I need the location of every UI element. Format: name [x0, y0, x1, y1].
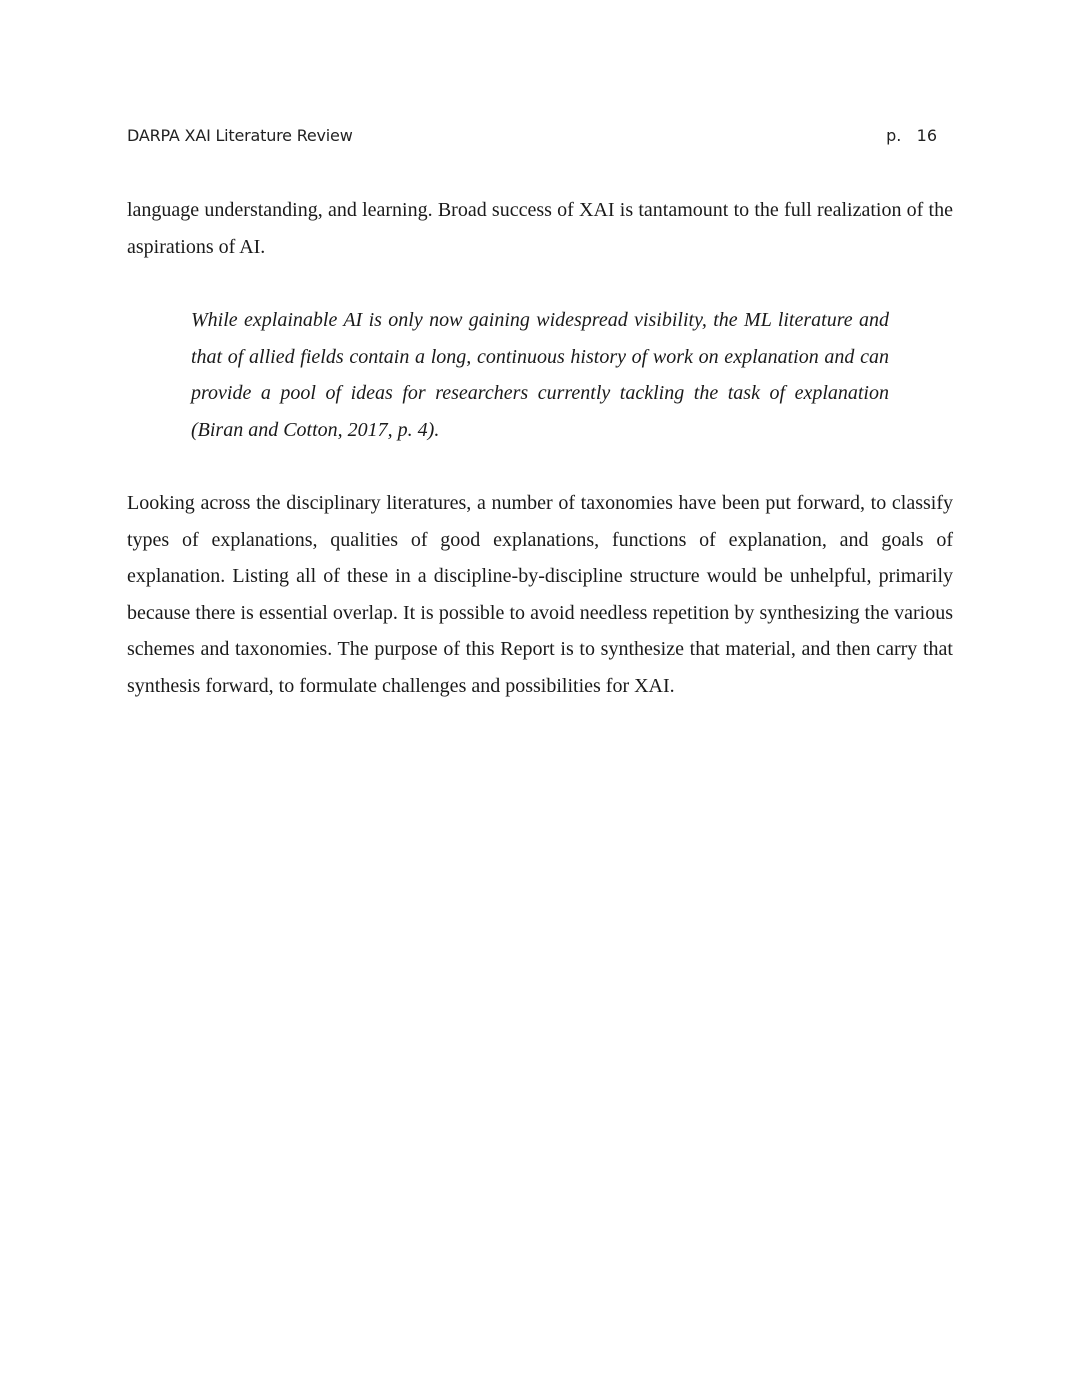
- intro-paragraph: language understanding, and learning. Broad success of XAI is tantamount to the full realization of the aspirations of AI.: [127, 199, 953, 258]
- block-quote: While explainable AI is only now gaining widespread visibility, the ML literature and that of allied fields contain a long, continuous history of work on explanation and can provide a pool of ideas for researchers currently tackling the task of explanation (Biran and Cotton, 2017, p. 4).: [191, 309, 889, 441]
- header-title: DARPA XAI Literature Review: [127, 126, 353, 145]
- main-paragraph: Looking across the disciplinary literatures, a number of taxonomies have been put forward, to classify types of explanations, qualities of good explanations, functions of explanation, and goals of explanation. Listing all of these in a discipline-by-discipline structure would be unhelpful, primarily because there is essential overlap. It is possible to avoid needless repetition by synthesizing the various schemes and taxonomies. The purpose of this Report is to synthesize that material, and then carry that synthesis forward, to formulate challenges and possibilities for XAI.: [127, 492, 953, 697]
- page-number: p. 16: [886, 126, 937, 145]
- page-header: [127, 126, 937, 152]
